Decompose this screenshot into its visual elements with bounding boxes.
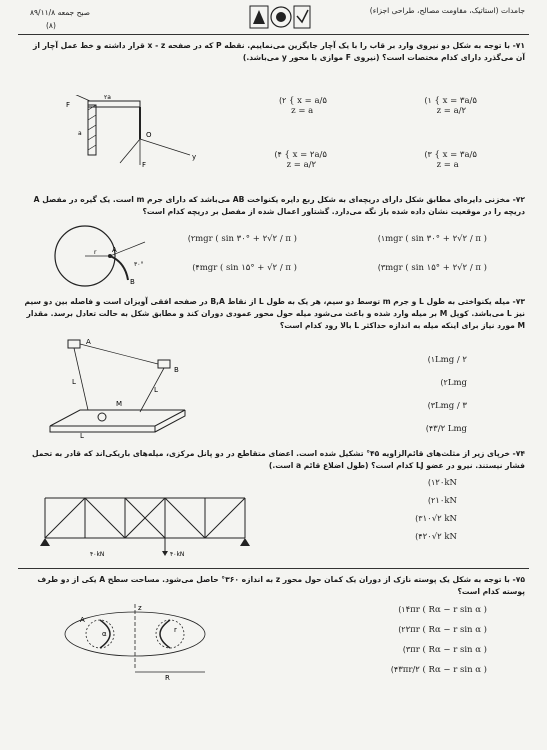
q75-option-2[interactable]: (۲۲πr ( Rα − r sin α ) — [398, 625, 487, 635]
q74-option-4[interactable]: (۴۲۰√۲ kN — [415, 532, 457, 542]
q74-option-3[interactable]: (۳۱۰√۲ kN — [415, 514, 457, 524]
q75-label-r: r — [174, 626, 177, 634]
q71-option-4[interactable]: (۴ { x = ۲a/۵ z = a/۲ — [274, 150, 327, 170]
header-rule — [18, 34, 529, 35]
q73-option-3[interactable]: (۳Lmg / ۳ — [427, 401, 467, 411]
q71-label-o: O — [146, 131, 152, 139]
q72-option-3[interactable]: (۳mgr ( sin ۱۵° + ۲√۲ / π ) — [377, 263, 487, 273]
q75-shell-figure — [40, 602, 230, 682]
q72-label-b: B — [130, 278, 135, 286]
q71-label-f2: F — [142, 161, 147, 169]
q71-option-2[interactable]: (۲ { x = a/۵ z = a — [278, 96, 327, 116]
q74-option-2[interactable]: (۲۱۰kN — [427, 496, 457, 506]
page-number: (۸) — [46, 21, 56, 30]
q73-option-1[interactable]: (۱Lmg / ۲ — [427, 355, 467, 365]
q71-text: ۷۱- با توجه به شکل دو نیروی وارد بر قاب را با یک آچار جایگزین می‌نماییم. نقطه P که در صفحه x - z قرار داشته و خط عمل آچار از آن می‌گذرد دارای کدام مختصات است؟ (نیروی F موازی با محور y می‌باشد.) — [33, 41, 525, 62]
q75-text: ۷۵- با توجه به شکل یک پوسته نازک از دوران یک کمان حول محور z به اندازه ۳۶۰° حاصل می‌شود. مساحت سطح A یکی از دو طرف پوسته کدام است؟ — [37, 575, 525, 596]
q75-option-4[interactable]: (۴۳πr/۲ ( Rα − r sin α ) — [390, 665, 487, 675]
q75-option-1[interactable]: (۱۴πr ( Rα − r sin α ) — [398, 605, 487, 615]
q73-text: ۷۳- میله یکنواختی به طول L و جرم m توسط دو سیم، هر یک به طول L از نقاط B,A در صفحه افقی آویزان است و فاصله بین دو سیم نیز L می‌باشد. کوپل M بر میله وارد شده و باعث می‌شود میله حول محور عمودی دوران کند و مطابق شکل به حالت تعادل برسد. مقدار M مورد نیاز برای اینکه میله به اندازه حداکثر L بالا رود کدام است؟ — [24, 297, 525, 330]
q73-label-a: A — [86, 338, 91, 346]
q72-label-r: r — [94, 249, 97, 256]
q73-label-l3: L — [80, 432, 84, 440]
q74-truss-figure — [30, 488, 260, 563]
q71-frame-figure — [60, 95, 210, 170]
q73-option-4[interactable]: (۴۳/۲ Lmg — [425, 424, 467, 434]
q72-label-a: A — [112, 246, 117, 254]
session-label: صبح جمعه ۸۹/۱۱/۸ — [30, 8, 91, 17]
q75-option-3[interactable]: (۳πr ( Rα − r sin α ) — [402, 645, 487, 655]
q71-option-3[interactable]: (۳ { x = ۳a/۵ z = a — [424, 150, 477, 170]
section-rule — [18, 568, 529, 569]
q71-option-1[interactable]: (۱ { x = ۳a/۵ z = a/۲ — [424, 96, 477, 116]
q72-option-4[interactable]: (۴mgr ( sin ۱۵° + √۲ / π ) — [192, 263, 297, 273]
q72-tank-figure — [30, 222, 170, 292]
q71-label-f1: F — [66, 101, 71, 109]
q73-label-l2: L — [154, 386, 158, 394]
q72-option-2[interactable]: (۲mgr ( sin ۳۰° + ۲√۲ / π ) — [187, 234, 297, 244]
q73-label-b: B — [174, 366, 179, 374]
q73-label-m: M — [116, 400, 123, 408]
q71-label-a: a — [78, 130, 82, 137]
q75-label-R: R — [165, 674, 170, 682]
q74-option-1[interactable]: (۱۲۰kN — [427, 478, 457, 488]
course-title: جامدات (استاتیک، مقاومت مصالح، طراحی اجزاء) — [369, 6, 525, 15]
sanjesh-logo — [248, 4, 312, 32]
q72-option-1[interactable]: (۱mgr ( sin ۳۰° + ۲√۲ / π ) — [377, 234, 487, 244]
q75-label-z: z — [138, 604, 142, 612]
q74-text: ۷۴- خرپای زیر از مثلث‌های قائم‌الزاویه ۴۵° تشکیل شده است. اعضای متقاطع در دو پانل مرکزی، میله‌های باریکی‌اند که قادر به تحمل فشار نیستند. نیرو در عضو LJ کدام است؟ (طول اضلاع قائم a است.) — [31, 449, 525, 470]
q74-label-load2: ۴۰kN — [90, 551, 105, 558]
q75-label-a: A — [80, 616, 85, 624]
q71-label-2a: ۲a — [104, 95, 111, 101]
q72-label-angle: ۳۰° — [134, 261, 144, 268]
q73-label-l1: L — [72, 378, 76, 386]
q73-option-2[interactable]: (۲Lmg — [440, 378, 467, 388]
q72-text: ۷۲- مخزنی دایره‌ای مطابق شکل دارای دریچه‌ای به شکل ربع دایره یکنواخت AB می‌باشد که دارای جرم m است. یک گیره در مفصل A دریچه را در موقعیت نشان داده شده باز نگه می‌دارد. گشتاور اعمال شده از مفصل بر دریچه کدام است؟ — [33, 195, 525, 216]
q75-label-alpha: α — [102, 630, 107, 638]
q71-label-y: y — [192, 153, 197, 161]
q74-label-load: ۴۰kN — [170, 551, 185, 558]
q73-bar-figure — [40, 338, 210, 448]
